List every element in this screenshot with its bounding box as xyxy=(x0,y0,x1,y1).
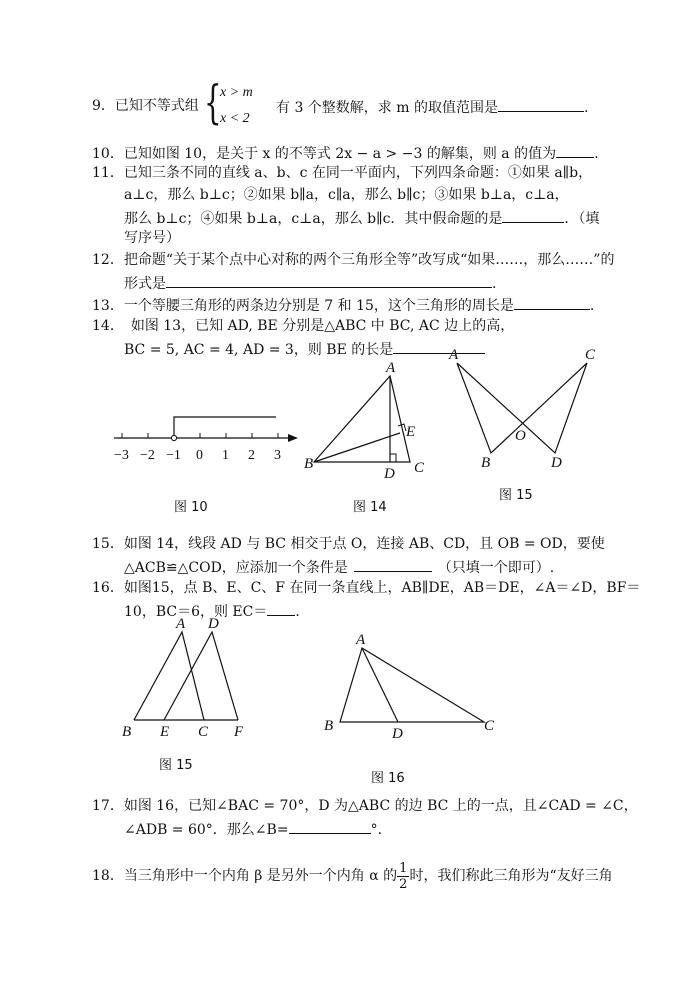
q16-answer-blank[interactable] xyxy=(267,601,295,616)
q12-line2-text: 形式是 xyxy=(124,276,166,292)
q18-suffix: 时，我们称此三角形为“友好三角 xyxy=(409,868,613,884)
point-label-B: B xyxy=(304,456,314,472)
tick-label: −1 xyxy=(166,448,181,463)
q16-line2-end: . xyxy=(295,604,300,620)
caption-fig15-bottom: 图 15 xyxy=(159,758,193,773)
fraction-denominator: 2 xyxy=(399,876,408,892)
point-label-D: D xyxy=(392,726,403,742)
q10 xyxy=(92,143,599,163)
q13-answer-blank[interactable] xyxy=(514,295,590,310)
point-label-E: E xyxy=(160,724,170,740)
q9-end: . xyxy=(583,100,589,116)
solution-ray xyxy=(174,417,276,435)
q17-line2-text: ∠ADB = 60°．那么∠B= xyxy=(124,822,289,838)
q15-line2-text: △ACB≌△COD，应添加一个条件是 xyxy=(124,560,348,576)
q12-line1: 12．把命题“关于某个点中心对称的两个三角形全等”改写成“如果……，那么……”的 xyxy=(92,252,615,268)
point-label-C: C xyxy=(198,724,209,740)
point-label-C: C xyxy=(484,718,495,734)
point-label-B: B xyxy=(122,724,132,740)
point-label-D: D xyxy=(551,455,562,471)
q11-line4: 写序号） xyxy=(124,230,180,246)
point-label-O: O xyxy=(515,428,526,444)
number-line-arrow xyxy=(288,434,298,442)
point-label-A: A xyxy=(176,616,186,632)
q12-answer-blank[interactable] xyxy=(166,273,492,288)
q17-line2 xyxy=(124,819,392,839)
overlapping-triangles-figure xyxy=(120,612,260,742)
point-label-E: E xyxy=(406,424,416,440)
tick-label: 3 xyxy=(274,448,281,463)
q17-answer-blank[interactable] xyxy=(289,819,371,834)
q16-line1: 16．如图15，点 B、E、C、F 在同一条直线上，AB∥DE，AB＝DE，∠A＝∠D，BF＝ xyxy=(92,580,641,596)
number-line-ticks xyxy=(122,433,278,438)
point-label-B: B xyxy=(481,455,491,471)
q13-text: 13．一个等腰三角形的两条边分别是 7 和 15，这个三角形的周长是 xyxy=(92,298,514,314)
bowtie-figure xyxy=(447,345,607,471)
tick-label: 1 xyxy=(222,448,229,463)
q9-inequality-2: x < 2 xyxy=(220,111,250,126)
q17-line1: 17．如图 16，已知∠BAC = 70°，D 为△ABC 的边 BC 上的一点，且∠CAD = ∠C， xyxy=(92,798,638,814)
caption-fig10: 图 10 xyxy=(174,500,208,515)
point-label-C: C xyxy=(414,460,425,476)
fraction-numerator: 1 xyxy=(399,860,408,876)
q11-answer-blank[interactable] xyxy=(502,208,564,223)
point-label-C: C xyxy=(585,347,596,363)
q15-line2 xyxy=(124,557,554,577)
fraction-one-half xyxy=(397,861,409,892)
tick-label: −3 xyxy=(114,448,129,463)
q11-line2: a⊥c，那么 b⊥c；②如果 b∥a，c∥a，那么 b∥c；③如果 b⊥a，c⊥a， xyxy=(124,187,569,203)
q9-answer-blank[interactable] xyxy=(498,97,584,112)
q10-end: . xyxy=(594,146,599,162)
q12-end: . xyxy=(492,276,497,292)
q9-prefix: 9．已知不等式组 xyxy=(92,98,199,114)
q9-suffix-text: 有 3 个整数解，求 m 的取值范围是 xyxy=(276,100,498,116)
q14-line2-text: BC = 5, AC = 4, AD = 3，则 BE 的长是 xyxy=(124,342,394,358)
q18-prefix: 18．当三角形中一个内角 β 是另外一个内角 α 的 xyxy=(92,868,398,884)
triangle-ABC xyxy=(134,632,204,720)
caption-fig15-top: 图 15 xyxy=(499,488,533,503)
q17-line2-end: °． xyxy=(370,822,392,838)
point-label-A: A xyxy=(356,632,366,648)
triangle-ABC xyxy=(314,376,410,462)
point-label-D: D xyxy=(208,616,219,632)
triangle-altitudes-figure xyxy=(304,360,444,480)
triangle-ABC-figure xyxy=(320,632,510,742)
q13-end: . xyxy=(589,298,595,314)
number-line-figure xyxy=(112,405,312,495)
caption-fig14: 图 14 xyxy=(353,500,387,515)
q15-line2-end: （只填一个即可）. xyxy=(437,560,555,576)
q14-line2 xyxy=(124,339,485,359)
point-label-A: A xyxy=(386,360,396,376)
tick-label: 2 xyxy=(248,448,255,463)
q10-answer-blank[interactable] xyxy=(556,143,594,158)
tick-label: 0 xyxy=(196,448,203,463)
q9-inequality-1: x > m xyxy=(220,85,253,100)
q11-line3-text: 那么 b⊥c；④如果 b⊥a，c⊥a，那么 b∥c．其中假命题的是 xyxy=(124,211,503,227)
open-circle-point xyxy=(171,435,176,440)
q15-line1: 15．如图 14，线段 AD 与 BC 相交于点 O，连接 AB、CD，且 OB = OD，要使 xyxy=(92,536,605,552)
point-label-A: A xyxy=(449,347,459,363)
q15-answer-blank[interactable] xyxy=(354,557,432,572)
brace-symbol: { xyxy=(204,75,222,129)
q16-line2-text: 10，BC＝6，则 EC＝ xyxy=(124,604,268,620)
q13 xyxy=(92,295,594,315)
point-label-F: F xyxy=(234,724,244,740)
q14-line1: 14． 如图 13，已知 AD, BE 分别是△ABC 中 BC, AC 边上的高， xyxy=(92,318,515,334)
q12-line2 xyxy=(124,273,496,293)
q10-text: 10．已知如图 10，是关于 x 的不等式 2x − a > −3 的解集，则 a 的值为 xyxy=(92,146,557,162)
q18 xyxy=(92,859,613,893)
point-label-D: D xyxy=(384,466,395,482)
point-label-B: B xyxy=(324,718,334,734)
q11-line3-end: ．（填 xyxy=(564,211,600,227)
caption-fig16: 图 16 xyxy=(371,771,405,786)
right-angle-mark-D xyxy=(390,454,396,462)
triangle-ABC xyxy=(340,648,484,722)
q11-line1: 11．已知三条不同的直线 a、b、c 在同一平面内，下列四条命题：①如果 a∥b， xyxy=(92,165,593,181)
tick-label: −2 xyxy=(140,448,155,463)
q11-line3 xyxy=(124,208,599,228)
q9-suffix xyxy=(276,97,588,117)
